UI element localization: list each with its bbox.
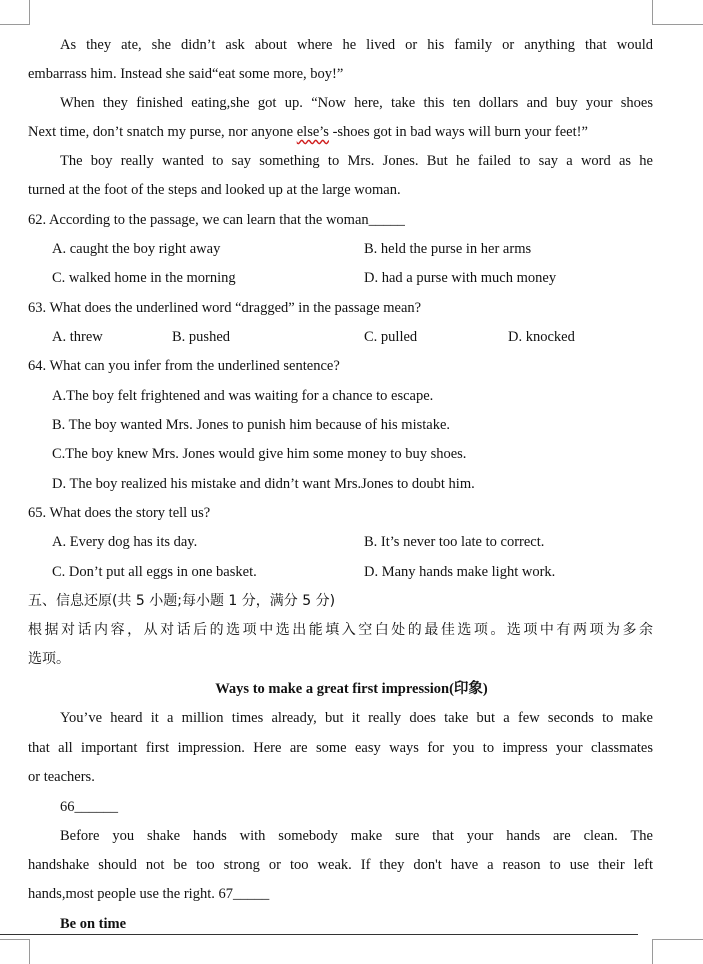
subheading: Be on time bbox=[60, 916, 127, 932]
corner-mark-bottom-right bbox=[652, 939, 703, 964]
blank-66: 66______ bbox=[60, 799, 118, 815]
question-stem: 63. What does the underlined word “dragged” in the passage mean? bbox=[28, 300, 422, 316]
passage-title: Ways to make a great first impression(印象) bbox=[215, 681, 488, 697]
option-b: B. It’s never too late to correct. bbox=[364, 534, 545, 550]
section-instruction: 选项。 bbox=[28, 651, 70, 667]
paragraph-line: When they finished eating,she got up. “Now here, take this ten dollars and buy your shoes bbox=[60, 95, 653, 111]
option-d: D. Many hands make light work. bbox=[364, 564, 556, 580]
paragraph-line: You’ve heard it a million times already, but it really does take but a few seconds to make bbox=[60, 710, 653, 726]
paragraph-line: embarrass him. Instead she said“eat some more, boy!” bbox=[28, 66, 344, 82]
option-d: D. had a purse with much money bbox=[364, 270, 557, 286]
paragraph-line: that all important first impression. Here are some easy ways for you to impress your classmates bbox=[28, 740, 653, 756]
paragraph-line: As they ate, she didn’t ask about where he lived or his family or anything that would bbox=[60, 37, 653, 53]
option-b: B. pushed bbox=[172, 329, 230, 345]
question-stem: 62. According to the passage, we can learn that the woman_____ bbox=[28, 212, 405, 228]
paragraph-line: Before you shake hands with somebody make sure that your hands are clean. The bbox=[60, 828, 653, 844]
option-c: C. pulled bbox=[364, 329, 418, 345]
corner-mark-bottom-left bbox=[0, 939, 30, 964]
paragraph-line: turned at the foot of the steps and looked up at the large woman. bbox=[28, 182, 401, 198]
spellcheck-word: else’s bbox=[296, 124, 329, 140]
option-c: C.The boy knew Mrs. Jones would give him some money to buy shoes. bbox=[52, 446, 467, 462]
section-instruction: 根据对话内容，从对话后的选项中选出能填入空白处的最佳选项。选项中有两项为多余 bbox=[28, 622, 653, 638]
option-b: B. The boy wanted Mrs. Jones to punish him because of his mistake. bbox=[52, 417, 451, 433]
question-stem: 65. What does the story tell us? bbox=[28, 505, 211, 521]
option-d: D. The boy realized his mistake and didn’t want Mrs.Jones to doubt him. bbox=[52, 476, 475, 492]
option-b: B. held the purse in her arms bbox=[364, 241, 532, 257]
section-heading: 五、信息还原(共 5 小题;每小题 1 分，满分 5 分) bbox=[28, 593, 336, 609]
option-c: C. walked home in the morning bbox=[52, 270, 236, 286]
paragraph-line: or teachers. bbox=[28, 769, 95, 785]
paragraph-line: Next time, don’t snatch my purse, nor anyone else’s -shoes got in bad ways will burn your feet!” bbox=[28, 124, 588, 140]
paragraph-line: The boy really wanted to say something to Mrs. Jones. But he failed to say a word as he bbox=[60, 153, 653, 169]
paragraph-line: hands,most people use the right. 67_____ bbox=[28, 886, 270, 902]
option-a: A. caught the boy right away bbox=[52, 241, 221, 257]
option-c: C. Don’t put all eggs in one basket. bbox=[52, 564, 257, 580]
option-a: A.The boy felt frightened and was waiting for a chance to escape. bbox=[52, 388, 434, 404]
question-stem: 64. What can you infer from the underlined sentence? bbox=[28, 358, 340, 374]
option-a: A. threw bbox=[52, 329, 103, 345]
option-d: D. knocked bbox=[508, 329, 575, 345]
corner-mark-top-right bbox=[652, 0, 703, 25]
paragraph-line: handshake should not be too strong or too weak. If they don't have a reason to use their left bbox=[28, 857, 653, 873]
option-a: A. Every dog has its day. bbox=[52, 534, 198, 550]
corner-mark-top-left bbox=[0, 0, 30, 25]
page-bottom-rule bbox=[0, 934, 638, 935]
